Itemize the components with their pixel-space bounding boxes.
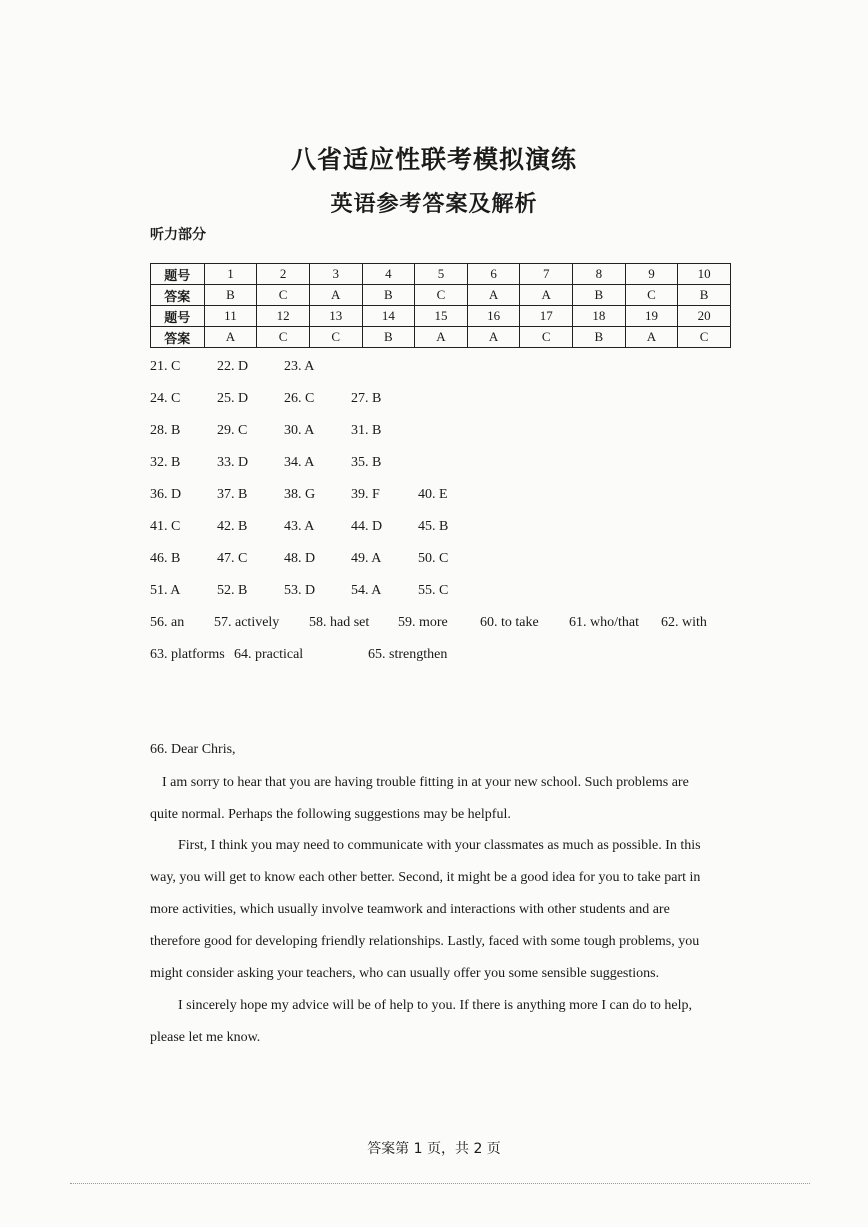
answer-item: 39. F bbox=[351, 487, 380, 502]
answer-item: 50. C bbox=[418, 551, 449, 566]
table-cell: A bbox=[520, 285, 573, 306]
answer-item: 58. had set bbox=[309, 615, 370, 630]
answer-item: 62. with bbox=[661, 615, 707, 630]
table-cell: 18 bbox=[573, 306, 626, 327]
answer-item: 28. B bbox=[150, 423, 181, 438]
table-cell: 1 bbox=[204, 264, 257, 285]
answer-item: 48. D bbox=[284, 551, 316, 566]
answer-item: 35. B bbox=[351, 455, 382, 470]
table-cell: C bbox=[625, 285, 678, 306]
answer-item: 40. E bbox=[418, 487, 448, 502]
table-cell: B bbox=[204, 285, 257, 306]
table-cell: 7 bbox=[520, 264, 573, 285]
answer-item: 49. A bbox=[351, 551, 382, 566]
answer-item: 45. B bbox=[418, 519, 449, 534]
answer-item: 30. A bbox=[284, 423, 315, 438]
answer-item: 54. A bbox=[351, 583, 382, 598]
table-cell: B bbox=[678, 285, 731, 306]
table-cell: B bbox=[573, 285, 626, 306]
table-row-label: 题号 bbox=[151, 306, 205, 327]
table-cell: 14 bbox=[362, 306, 415, 327]
page-title: 八省适应性联考模拟演练 bbox=[290, 145, 577, 174]
table-cell: 12 bbox=[257, 306, 310, 327]
table-cell: C bbox=[309, 327, 362, 348]
table-cell: C bbox=[415, 285, 468, 306]
table-row bbox=[151, 285, 731, 306]
letter-greeting: 66. Dear Chris, bbox=[150, 742, 236, 757]
answer-item: 44. D bbox=[351, 519, 383, 534]
table-cell: C bbox=[520, 327, 573, 348]
table-cell: 17 bbox=[520, 306, 573, 327]
answer-item: 53. D bbox=[284, 583, 316, 598]
table-cell: 4 bbox=[362, 264, 415, 285]
letter-paragraph: I am sorry to hear that you are having trouble fitting in at your new school. Such problems are quite normal. Perhaps the following suggestions may be helpful. bbox=[150, 775, 689, 822]
answer-item: 51. A bbox=[150, 583, 181, 598]
answer-item: 22. D bbox=[217, 359, 249, 374]
answer-item: 55. C bbox=[418, 583, 449, 598]
table-row-label: 题号 bbox=[151, 264, 205, 285]
answer-item: 36. D bbox=[150, 487, 182, 502]
table-cell: 5 bbox=[415, 264, 468, 285]
answer-item: 61. who/that bbox=[569, 615, 639, 630]
table-cell: 2 bbox=[257, 264, 310, 285]
answer-item: 47. C bbox=[217, 551, 248, 566]
answer-item: 31. B bbox=[351, 423, 382, 438]
table-cell: 13 bbox=[309, 306, 362, 327]
answer-item: 60. to take bbox=[480, 615, 539, 630]
table-cell: 15 bbox=[415, 306, 468, 327]
table-cell: B bbox=[362, 285, 415, 306]
answer-item: 23. A bbox=[284, 359, 315, 374]
table-cell: A bbox=[625, 327, 678, 348]
table-cell: B bbox=[573, 327, 626, 348]
listening-answer-table bbox=[150, 263, 731, 348]
answer-item: 29. C bbox=[217, 423, 248, 438]
answer-item: 41. C bbox=[150, 519, 181, 534]
page-footer: 答案第 1 页，共 2 页 bbox=[367, 1141, 501, 1157]
answer-item: 37. B bbox=[217, 487, 248, 502]
answer-item: 46. B bbox=[150, 551, 181, 566]
answer-item: 42. B bbox=[217, 519, 248, 534]
table-cell: A bbox=[467, 327, 520, 348]
answer-item: 24. C bbox=[150, 391, 181, 406]
table-cell: C bbox=[678, 327, 731, 348]
answer-item: 33. D bbox=[217, 455, 249, 470]
table-row bbox=[151, 327, 731, 348]
answer-item: 57. actively bbox=[214, 615, 280, 630]
table-cell: A bbox=[415, 327, 468, 348]
answer-item: 43. A bbox=[284, 519, 315, 534]
table-cell: 16 bbox=[467, 306, 520, 327]
table-row-label: 答案 bbox=[151, 327, 205, 348]
table-row bbox=[151, 306, 731, 327]
table-cell: B bbox=[362, 327, 415, 348]
table-cell: 11 bbox=[204, 306, 257, 327]
table-cell: C bbox=[257, 285, 310, 306]
table-cell: A bbox=[467, 285, 520, 306]
table-cell: A bbox=[204, 327, 257, 348]
table-cell: 9 bbox=[625, 264, 678, 285]
table-cell: 6 bbox=[467, 264, 520, 285]
letter-paragraph: I sincerely hope my advice will be of help to you. If there is anything more I can do to help, please let me know. bbox=[150, 998, 692, 1045]
table-cell: 3 bbox=[309, 264, 362, 285]
table-cell: 20 bbox=[678, 306, 731, 327]
table-cell: 8 bbox=[573, 264, 626, 285]
answer-item: 25. D bbox=[217, 391, 249, 406]
answer-item: 56. an bbox=[150, 615, 185, 630]
answer-item: 59. more bbox=[398, 615, 448, 630]
answer-item: 27. B bbox=[351, 391, 382, 406]
answer-item: 52. B bbox=[217, 583, 248, 598]
answer-item: 38. G bbox=[284, 487, 316, 502]
table-row-label: 答案 bbox=[151, 285, 205, 306]
table-cell: A bbox=[309, 285, 362, 306]
answer-item: 64. practical bbox=[234, 647, 304, 662]
page-divider bbox=[70, 1183, 810, 1184]
letter-paragraph: First, I think you may need to communicate with your classmates as much as possible. In this way, you will get to know each other better. Second, it might be a good idea for you to take part in more activities, which usually involve teamwork and interactions with other students and are therefore good for developing friendly relationships. Lastly, faced with some tough problems, you might consider asking your teachers, who can usually offer you some sensible suggestions. bbox=[150, 838, 701, 981]
section-label: 听力部分 bbox=[150, 227, 206, 243]
answer-item: 34. A bbox=[284, 455, 315, 470]
table-row bbox=[151, 264, 731, 285]
answer-item: 63. platforms bbox=[150, 647, 225, 662]
table-cell: C bbox=[257, 327, 310, 348]
answer-item: 26. C bbox=[284, 391, 315, 406]
table-cell: 10 bbox=[678, 264, 731, 285]
page-subtitle: 英语参考答案及解析 bbox=[330, 192, 538, 217]
answer-item: 65. strengthen bbox=[368, 647, 448, 662]
answer-item: 21. C bbox=[150, 359, 181, 374]
table-cell: 19 bbox=[625, 306, 678, 327]
answer-item: 32. B bbox=[150, 455, 181, 470]
